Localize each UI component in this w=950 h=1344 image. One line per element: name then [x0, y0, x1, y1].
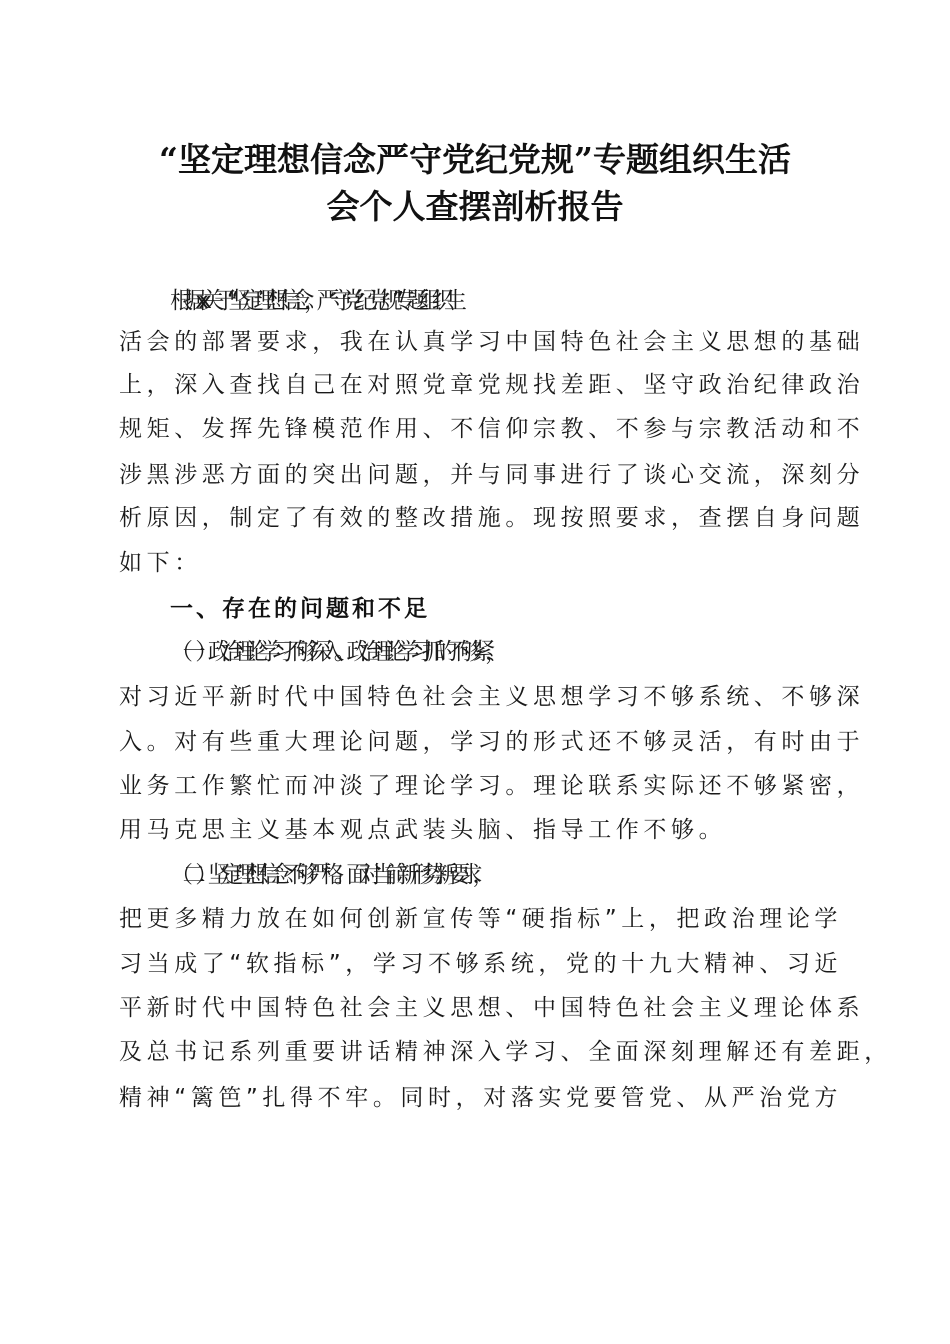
subsection1-line-2: 对习近平新时代中国特色社会主义思想学习不够系统、不够深: [119, 684, 865, 710]
subsection1-line-1: （一）政治理论学习不够深入。政治理论学习抓的不够紧，: [170, 639, 498, 665]
subsection2-line-5: 及总书记系列重要讲话精神深入学习、全面深刻理解还有差距，: [119, 1039, 892, 1065]
subsection2-line-3: 习当成了“软指标”，学习不够系统，党的十九大精神、习近: [119, 951, 843, 977]
subsection1-line-4: 业务工作繁忙而冲淡了理论学习。理论联系实际还不够紧密，: [119, 773, 865, 799]
document-title-line-1: “坚定理想信念严守党纪党规”专题组织生活: [159, 140, 791, 179]
intro-line-1: 根据xx关于“坚定理想信念，严守党纪党规”专题组织生: [170, 288, 457, 314]
intro-line-3: 上，深入查找自己在对照党章党规找差距、坚守政治纪律政治: [119, 372, 865, 398]
intro-line-4: 规矩、发挥先锋模范作用、不信仰宗教、不参与宗教活动和不: [119, 416, 865, 442]
subsection1-line-5: 用马克思主义基本观点武装头脑、指导工作不够。: [119, 817, 727, 843]
document-title-line-2: 会个人查摆剖析报告: [326, 187, 624, 226]
intro-line-2: 活会的部署要求，我在认真学习中国特色社会主义思想的基础: [119, 329, 865, 355]
subsection1-line-3: 入。对有些重大理论问题，学习的形式还不够灵活，有时由于: [119, 729, 865, 755]
intro-line-5: 涉黑涉恶方面的突出问题，并与同事进行了谈心交流，深刻分: [119, 462, 865, 488]
subsection2-line-1: （二）坚定理想信念不够严格。面对当前新形势新要求，: [170, 862, 486, 888]
intro-line-7: 如下：: [119, 550, 202, 576]
section-heading: 一、存在的问题和不足: [170, 596, 430, 622]
subsection2-line-2: 把更多精力放在如何创新宣传等“硬指标”上，把政治理论学: [119, 906, 843, 932]
subsection2-line-6: 精神“篱笆”扎得不牢。同时，对落实党要管党、从严治党方: [119, 1085, 843, 1111]
intro-line-6: 析原因，制定了有效的整改措施。现按照要求，查摆自身问题: [119, 505, 865, 531]
subsection2-line-4: 平新时代中国特色社会主义思想、中国特色社会主义理论体系: [119, 995, 865, 1021]
